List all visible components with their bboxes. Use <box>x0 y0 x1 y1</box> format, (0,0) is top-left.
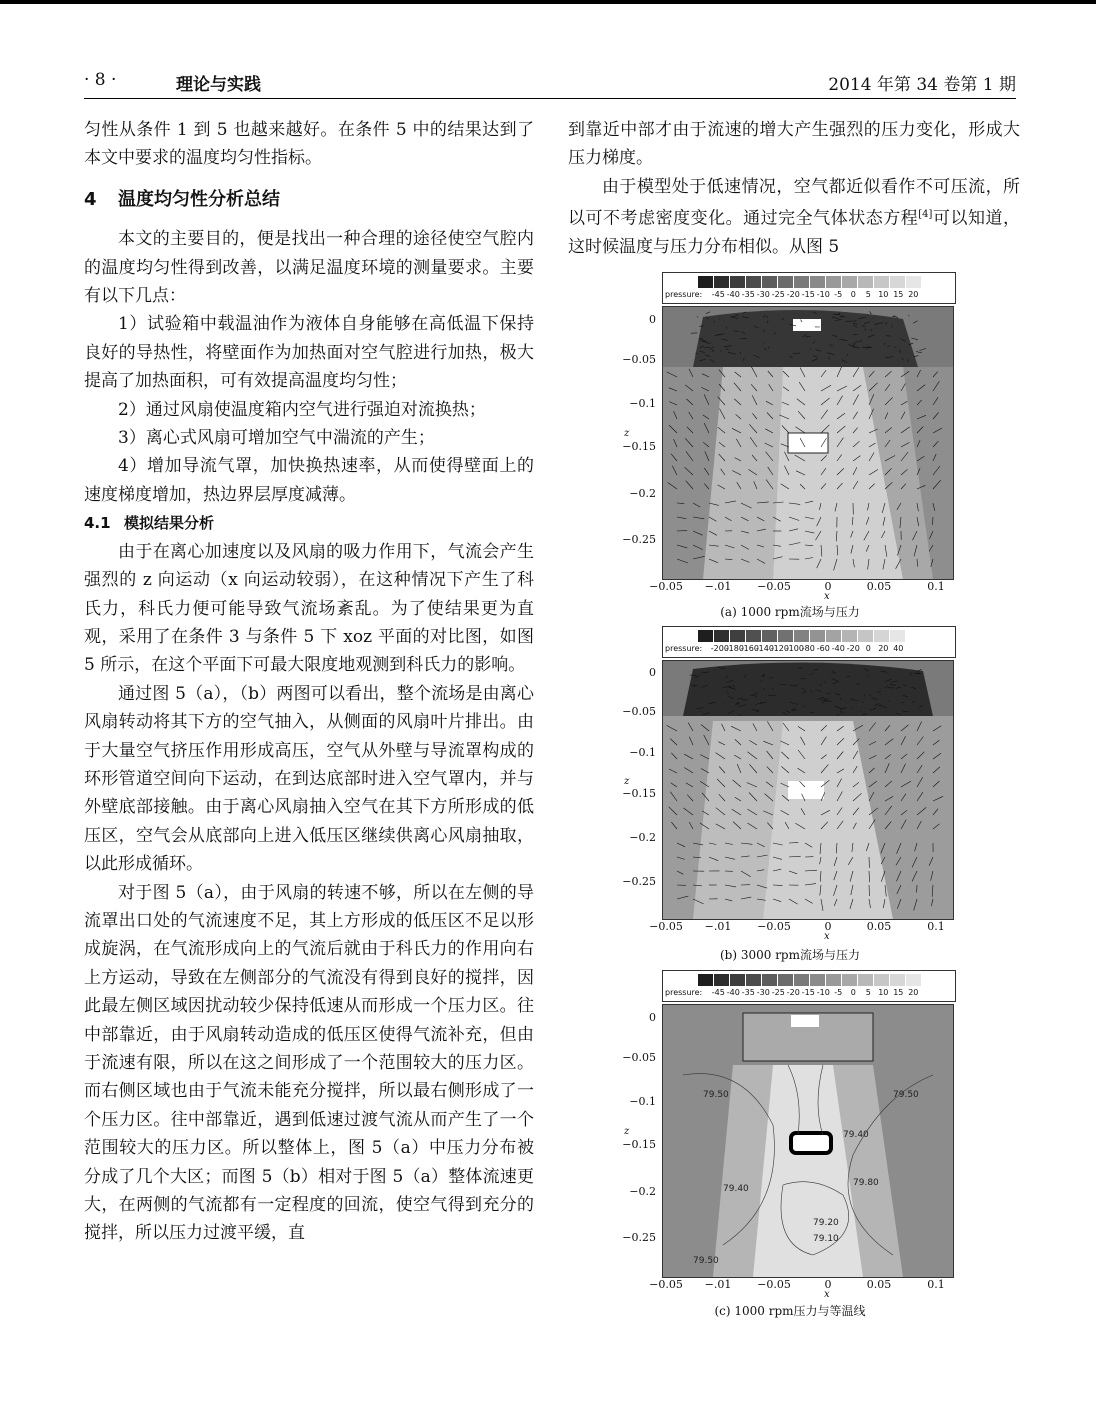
legend-swatches <box>698 630 906 642</box>
x-tick-label: 0.1 <box>927 580 945 593</box>
paragraph <box>568 173 1020 262</box>
legend-label: pressure: <box>665 290 703 299</box>
legend-swatch <box>746 276 762 288</box>
paragraph: 匀性从条件 1 到 5 也越来越好。在条件 5 中的结果达到了本文中要求的温度均匀性指标。 <box>84 120 534 169</box>
legend-swatch <box>714 276 730 288</box>
column-name: 理论与实践 <box>176 75 261 95</box>
paragraph-text: 由于模型处于低速情况，空气都近似看作不可压流，所以可不考虑密度变化。通过完全气体状态方程 <box>568 176 1020 229</box>
legend-tick: -45 <box>711 290 725 299</box>
section-title: 温度均匀性分析总结 <box>118 188 280 210</box>
subsection-number: 4.1 <box>84 514 111 533</box>
flow-field-b <box>663 661 953 919</box>
x-tick-label: 0.05 <box>866 580 892 593</box>
x-tick-label: −.01 <box>704 920 732 933</box>
legend-tick: -80 <box>801 644 815 653</box>
paragraph: 由于在离心加速度以及风扇的吸力作用下，气流会产生强烈的 z 向运动（x 向运动较弱），在这种情况下产生了科氏力，科氏力便可能导致气流场紊乱。为了使结果更为直观，采用了在条件 3 与条件 5 下 xoz 平面的对比图，如图 5 所示，在这个平面下可最大限度地观测到科氏力的影响。 <box>84 541 534 676</box>
legend-tick: -30 <box>756 290 770 299</box>
paragraph-text: 可以知道，这时候温度与压力分布相似。从图 5 <box>568 208 1021 258</box>
section-number: 4 <box>84 188 97 210</box>
legend-tick: -25 <box>771 290 785 299</box>
x-tick-label: −.01 <box>704 580 732 593</box>
section-heading <box>84 186 534 214</box>
legend-label: pressure: <box>665 644 703 653</box>
legend-swatch <box>842 276 858 288</box>
legend-swatch <box>810 276 826 288</box>
x-axis-label: x <box>824 1289 830 1300</box>
panel-a <box>620 272 960 622</box>
y-tick-label: 0 <box>649 665 656 679</box>
legend-label: pressure: <box>665 988 703 997</box>
legend-swatches <box>698 974 922 986</box>
page-number: · 8 · <box>84 70 117 90</box>
isotherm-label: 79.50 <box>693 1256 719 1266</box>
top-border <box>0 0 1096 4</box>
legend-swatch <box>890 276 906 288</box>
isotherm-field-c <box>663 1005 953 1277</box>
legend-labels <box>665 290 921 299</box>
legend-tick: 10 <box>878 290 889 299</box>
pressure-legend <box>662 970 956 1002</box>
legend-values <box>711 290 921 299</box>
pressure-legend <box>662 626 956 658</box>
legend-swatch <box>794 276 810 288</box>
paragraph: 本文的主要目的，便是找出一种合理的途径使空气腔内的温度均匀性得到改善，以满足温度环境的测量要求。主要有以下几点： <box>84 229 534 307</box>
legend-swatch <box>906 276 922 288</box>
legend-tick: -20 <box>786 988 800 997</box>
x-tick-label: 0.05 <box>866 1278 892 1291</box>
legend-tick: 20 <box>878 644 889 653</box>
legend-tick: -45 <box>711 988 725 997</box>
legend-swatch <box>746 630 762 642</box>
y-tick-label: −0.25 <box>622 874 656 888</box>
x-tick-label: −.01 <box>704 1278 732 1291</box>
legend-tick: -35 <box>741 988 755 997</box>
legend-tick: -15 <box>801 290 815 299</box>
legend-swatch <box>858 974 874 986</box>
flow-field-a <box>663 307 953 579</box>
legend-swatch <box>858 276 874 288</box>
plot-area <box>662 1004 954 1278</box>
legend-tick: -10 <box>816 290 830 299</box>
legend-swatch <box>842 630 858 642</box>
legend-tick: -35 <box>741 290 755 299</box>
flow-vector <box>715 669 716 670</box>
y-axis-label: z <box>624 776 630 788</box>
legend-swatch <box>794 630 810 642</box>
legend-labels <box>665 988 921 997</box>
legend-swatch <box>698 276 714 288</box>
list-item: 3）离心式风扇可增加空气中湍流的产生； <box>118 428 435 449</box>
header-rule <box>84 98 1016 99</box>
y-tick-label: −0.25 <box>622 532 656 546</box>
legend-tick: 0 <box>850 988 856 997</box>
y-tick-label: −0.2 <box>629 831 656 845</box>
caption-a: (a) 1000 rpm流场与压力 <box>720 605 860 619</box>
legend-swatch <box>858 630 874 642</box>
legend-swatch <box>874 630 890 642</box>
x-tick-label: 0 <box>824 580 832 593</box>
legend-tick: -100 <box>785 644 804 653</box>
legend-swatch <box>874 974 890 986</box>
isotherm-label: 79.50 <box>703 1090 729 1100</box>
legend-swatch <box>698 630 714 642</box>
isotherm-label: 79.10 <box>813 1234 839 1244</box>
pressure-legend <box>662 272 956 304</box>
list-item: 4）增加导流气罩，加快换热速率，从而使得壁面上的速度梯度增加，热边界层厚度减薄。 <box>84 456 534 505</box>
legend-swatch <box>826 974 842 986</box>
legend-swatch <box>714 630 730 642</box>
y-tick-label: −0.1 <box>629 396 656 410</box>
legend-labels <box>665 644 906 653</box>
list-item: 2）通过风扇使温度箱内空气进行强迫对流换热； <box>118 399 486 420</box>
figure-5 <box>620 272 960 1322</box>
legend-swatch <box>826 276 842 288</box>
legend-swatches <box>698 276 922 288</box>
legend-swatch <box>778 974 794 986</box>
legend-tick: -5 <box>834 290 843 299</box>
legend-tick: 15 <box>893 290 904 299</box>
x-tick-label: −0.05 <box>757 1278 791 1291</box>
x-axis-label: x <box>824 931 830 942</box>
citation: [4] <box>918 209 933 221</box>
legend-swatch <box>730 276 746 288</box>
legend-swatch <box>874 276 890 288</box>
list-item: 1）试验箱中载温油作为液体自身能够在高低温下保持良好的导热性，将壁面作为加热面对空气腔进行加热，极大提高了加热面积，可有效提高温度均匀性； <box>84 314 534 392</box>
running-header <box>84 70 1016 96</box>
legend-swatch <box>778 630 794 642</box>
paragraph: 通过图 5（a），（b）两图可以看出，整个流场是由离心风扇转动将其下方的空气抽入，从侧面的风扇叶片排出。由于大量空气挤压作用形成高压，空气从外壁与导流罩构成的环形管道空间向下运动，在到达底部时进入空气罩内，并与外壁底部接触。由于离心风扇抽入空气在其下方所形成的低压区，空气会从底部向上进入低压区继续供离心风扇抽取，以此形成循环。 <box>84 683 534 875</box>
x-axis-label: x <box>824 591 830 602</box>
y-tick-label: −0.1 <box>629 745 656 759</box>
y-tick-label: 0 <box>649 312 656 326</box>
plot-area <box>662 660 954 920</box>
legend-tick: 0 <box>850 290 856 299</box>
legend-tick: -40 <box>726 988 740 997</box>
legend-tick: 0 <box>865 644 871 653</box>
isotherm-label: 79.40 <box>723 1184 749 1194</box>
legend-tick: 5 <box>865 988 871 997</box>
legend-values <box>711 644 906 653</box>
y-tick-label: 0 <box>649 1010 656 1024</box>
y-axis-label: z <box>624 428 630 440</box>
y-tick-label: −0.2 <box>629 1184 656 1198</box>
legend-tick: 20 <box>908 290 919 299</box>
isotherm-label: 79.50 <box>893 1090 919 1100</box>
legend-tick: -5 <box>834 988 843 997</box>
y-tick-label: −0.1 <box>629 1094 656 1108</box>
paragraph: 到靠近中部才由于流速的增大产生强烈的压力变化，形成大压力梯度。 <box>568 120 1020 169</box>
legend-tick: -60 <box>816 644 830 653</box>
plot-area <box>662 306 954 580</box>
legend-swatch <box>730 630 746 642</box>
legend-tick: -160 <box>740 644 759 653</box>
legend-swatch <box>762 974 778 986</box>
issue-info: 2014 年第 34 卷第 1 期 <box>828 75 1016 95</box>
x-tick-label: 0.1 <box>927 1278 945 1291</box>
legend-tick: 5 <box>865 290 871 299</box>
legend-swatch <box>714 974 730 986</box>
legend-swatch <box>890 974 906 986</box>
isotherm-label: 79.40 <box>843 1130 869 1140</box>
y-tick-label: −0.15 <box>622 787 656 801</box>
legend-swatch <box>906 974 922 986</box>
legend-swatch <box>826 630 842 642</box>
legend-swatch <box>762 630 778 642</box>
legend-swatch <box>794 974 810 986</box>
x-tick-label: −0.05 <box>757 920 791 933</box>
left-column <box>84 116 534 1248</box>
y-tick-label: −0.05 <box>622 353 656 367</box>
legend-tick: -200 <box>710 644 729 653</box>
subsection-title: 模拟结果分析 <box>124 514 215 533</box>
legend-swatch <box>762 276 778 288</box>
y-axis-label: z <box>624 1126 630 1138</box>
legend-tick: -15 <box>801 988 815 997</box>
legend-tick: -40 <box>726 290 740 299</box>
y-tick-label: −0.15 <box>622 1138 656 1152</box>
legend-swatch <box>890 630 906 642</box>
y-tick-label: −0.15 <box>622 440 656 454</box>
legend-tick: -120 <box>770 644 789 653</box>
x-tick-label: 0 <box>824 920 832 933</box>
legend-swatch <box>698 974 714 986</box>
y-tick-label: −0.05 <box>622 704 656 718</box>
x-tick-label: −0.05 <box>649 1278 683 1291</box>
subsection-heading <box>84 509 534 537</box>
isotherm-label: 79.80 <box>853 1178 879 1188</box>
x-tick-label: −0.05 <box>649 580 683 593</box>
legend-tick: 10 <box>878 988 889 997</box>
paragraph: 对于图 5（a），由于风扇的转速不够，所以在左侧的导流罩出口处的气流速度不足，其上方形成的低压区不足以形成旋涡，在气流形成向上的气流后就由于科氏力的作用向右上方运动，导致在左侧部分的气流没有得到良好的搅拌，因此最左侧区域因扰动较少保持低速从而形成一个压力区。往中部靠近，由于风扇转动造成的低压区使得气流补充，但由于流速有限，所以在这之间形成了一个范围较大的压力区。而右侧区域也由于气流未能充分搅拌，所以最右侧形成了一个压力区。往中部靠近，遇到低速过渡气流从而产生了一个范围较大的压力区。所以整体上，图 5（a）中压力分布被分成了几个大区；而图 5（b）相对于图 5（a）整体流速更大，在两侧的气流都有一定程度的回流，使空气得到充分的搅拌，所以压力过渡平缓，直 <box>84 882 534 1244</box>
x-tick-label: 0.1 <box>927 920 945 933</box>
x-tick-label: 0 <box>824 1278 832 1291</box>
panel-b <box>620 626 960 966</box>
right-column <box>568 116 1020 262</box>
legend-tick: -25 <box>771 988 785 997</box>
caption-c: (c) 1000 rpm压力与等温线 <box>714 1304 866 1318</box>
x-tick-label: −0.05 <box>757 580 791 593</box>
x-tick-label: −0.05 <box>649 920 683 933</box>
legend-tick: 40 <box>893 644 904 653</box>
caption-b: (b) 3000 rpm流场与压力 <box>719 948 860 962</box>
y-tick-label: −0.2 <box>629 486 656 500</box>
legend-tick: -140 <box>755 644 774 653</box>
legend-tick: 20 <box>908 988 919 997</box>
x-tick-label: 0.05 <box>866 920 892 933</box>
legend-swatch <box>730 974 746 986</box>
legend-swatch <box>778 276 794 288</box>
legend-tick: -180 <box>725 644 744 653</box>
y-tick-label: −0.25 <box>622 1230 656 1244</box>
legend-tick: -40 <box>831 644 845 653</box>
legend-tick: -30 <box>756 988 770 997</box>
legend-values <box>711 988 921 997</box>
isotherm-label: 79.20 <box>813 1218 839 1228</box>
legend-swatch <box>842 974 858 986</box>
legend-swatch <box>810 630 826 642</box>
y-tick-label: −0.05 <box>622 1051 656 1065</box>
legend-tick: -20 <box>846 644 860 653</box>
legend-tick: -10 <box>816 988 830 997</box>
panel-c <box>620 970 960 1322</box>
legend-tick: 15 <box>893 988 904 997</box>
legend-swatch <box>746 974 762 986</box>
legend-swatch <box>810 974 826 986</box>
legend-tick: -20 <box>786 290 800 299</box>
